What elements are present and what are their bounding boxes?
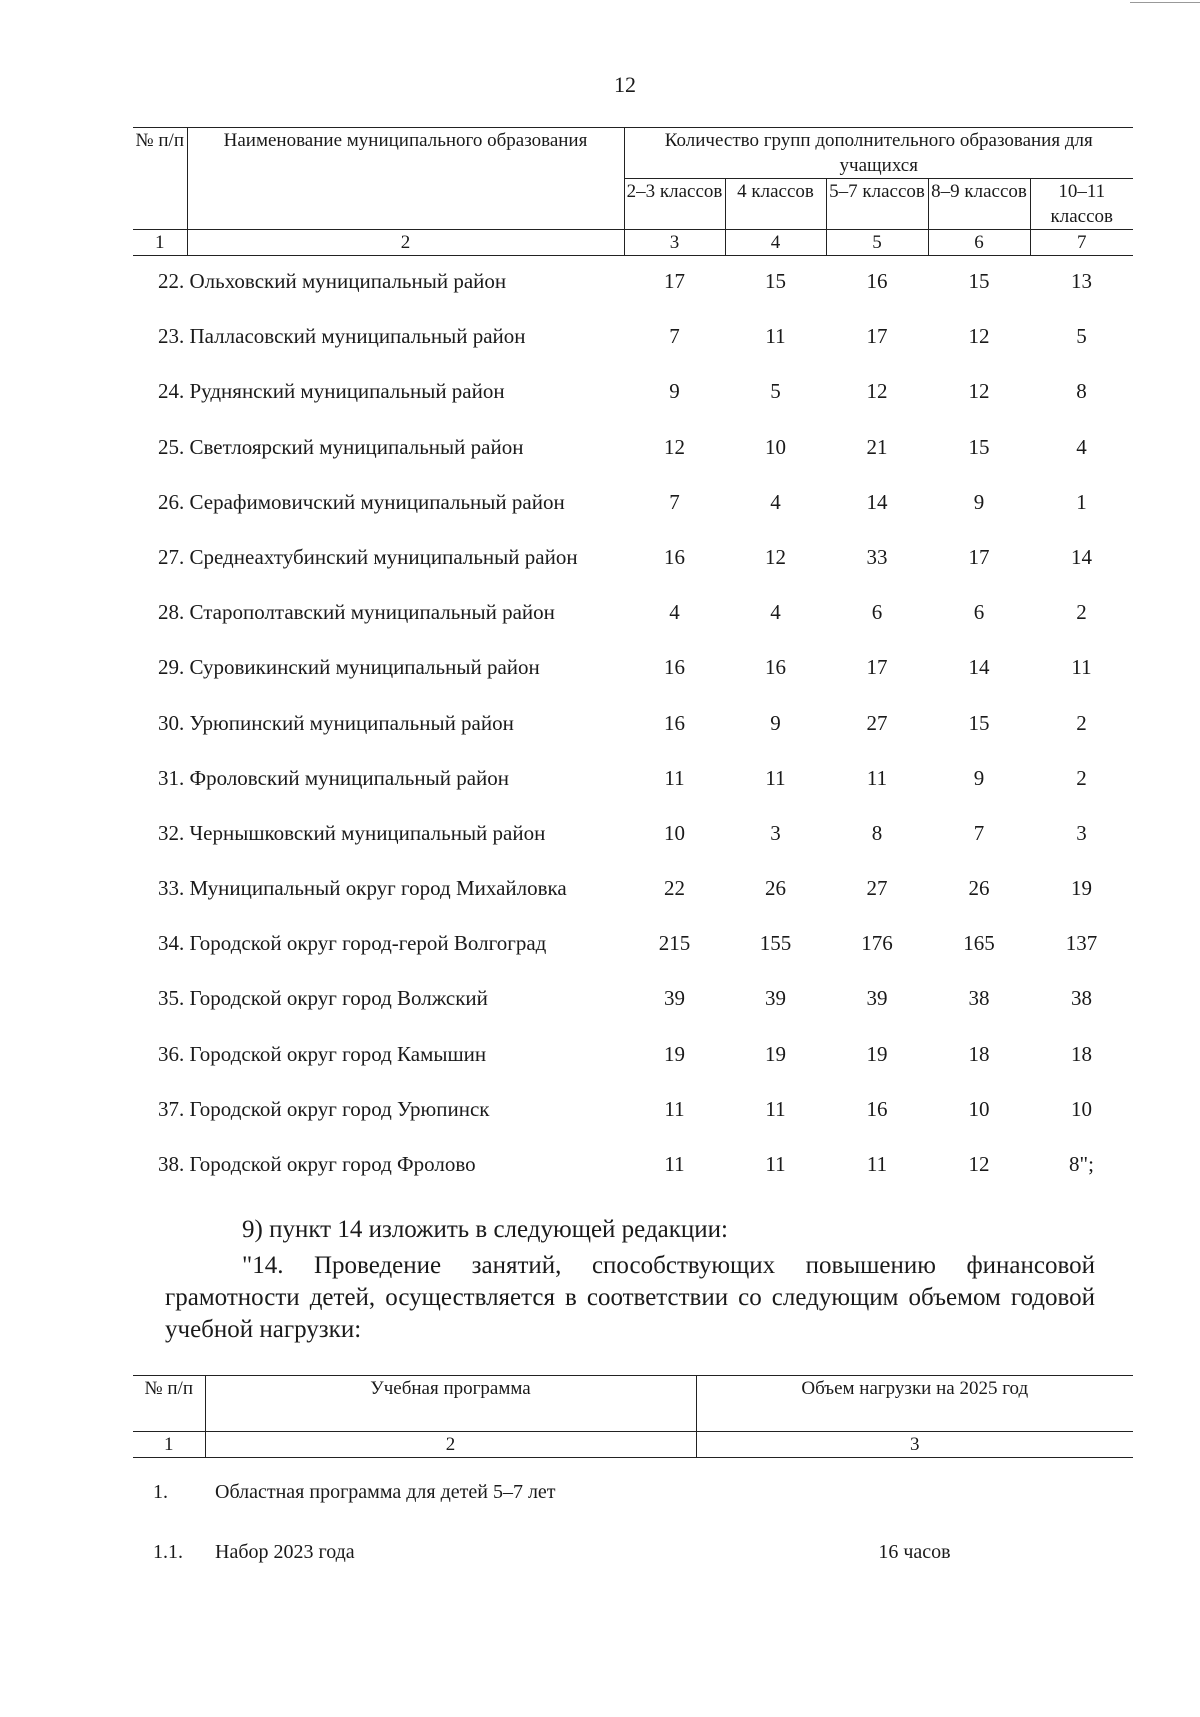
table-row [133,1481,1133,1541]
group-count-cell: 10 [968,1096,990,1121]
group-count-cell: 19 [866,1041,888,1066]
group-count-cell: 16 [664,544,685,569]
group-count-cell: 12 [664,434,685,459]
program-name: Областная программа для детей 5–7 лет [215,1481,556,1503]
group-count-cell: 13 [1071,269,1092,293]
table-row [133,435,1133,490]
municipality-name: 35. Городской округ город Волжский [158,986,488,1011]
group-count-cell: 15 [765,269,786,293]
group-count-cell: 215 [658,931,691,956]
group-count-cell: 5 [770,379,781,404]
group-count-cell: 14 [968,655,990,680]
table-row [133,766,1133,821]
group-count-cell: 16 [866,1096,888,1121]
group-count-cell: 15 [968,434,990,459]
municipality-name: 32. Чернышковский муниципальный район [158,820,546,845]
table-row [133,1042,1133,1097]
table-row [133,1152,1133,1207]
group-count-cell: 165 [963,931,995,956]
header-program-col: Учебная программа [205,1376,696,1432]
group-count-cell: 22 [664,876,685,901]
group-count-cell: 17 [664,269,685,293]
municipality-name: 37. Городской округ город Урюпинск [158,1096,490,1121]
municipality-name: 28. Старополтавский муниципальный район [158,600,555,625]
group-count-cell: 8"; [1069,1152,1094,1176]
group-count-cell: 6 [871,600,883,625]
program-name: Набор 2023 года [215,1541,355,1563]
group-count-cell: 15 [968,710,990,735]
municipality-name: 33. Муниципальный округ город Михайловка [158,876,567,901]
load-volume: 16 часов [878,1541,951,1563]
municipality-name: 24. Руднянский муниципальный район [158,379,505,404]
group-count-cell: 16 [765,655,786,680]
group-count-cell: 27 [866,710,888,735]
group-count-cell: 19 [765,1041,786,1066]
table-row [133,379,1133,434]
group-count-cell: 137 [1065,931,1098,956]
header-num-col: № п/п [133,1376,205,1432]
group-count-cell: 7 [669,324,680,349]
group-count-cell: 39 [866,986,888,1011]
group-count-cell: 10 [664,820,685,845]
municipality-name: 29. Суровикинский муниципальный район [158,655,540,680]
group-count-cell: 17 [866,655,888,680]
group-count-cell: 17 [866,324,888,349]
group-count-cell: 12 [968,379,990,404]
table-row [133,600,1133,655]
group-count-cell: 4 [770,489,781,514]
group-count-cell: 8 [871,820,883,845]
header-num-col: № п/п [133,128,187,230]
group-count-cell: 7 [973,820,985,845]
group-count-cell: 11 [1071,655,1092,680]
municipality-name: 31. Фроловский муниципальный район [158,765,510,790]
group-count-cell: 12 [968,324,990,349]
header-col-number: 5 [826,230,928,256]
group-count-cell: 11 [866,765,888,790]
group-count-cell: 9 [770,710,781,735]
municipality-name: 23. Палласовский муниципальный район [158,324,526,349]
group-count-cell: 3 [770,820,781,845]
header-subcol: 5–7 классов [826,179,928,230]
group-count-cell: 12 [765,544,786,569]
municipality-name: 36. Городской округ город Камышин [158,1041,487,1066]
group-count-cell: 155 [759,931,792,956]
municipality-name: 25. Светлоярский муниципальный район [158,434,524,459]
group-count-cell: 2 [1076,710,1087,735]
program-table-header [133,1375,1133,1458]
group-count-cell: 9 [973,765,985,790]
group-count-cell: 21 [866,434,888,459]
group-count-cell: 26 [765,876,786,901]
group-count-cell: 176 [861,931,893,956]
table-row [133,1541,1133,1601]
group-count-cell: 18 [968,1041,990,1066]
municipality-name: 27. Среднеахтубинский муниципальный район [158,544,578,569]
group-count-cell: 39 [664,986,685,1011]
group-count-cell: 10 [765,434,786,459]
group-count-cell: 7 [669,489,680,514]
header-group-title: Количество групп дополнительного образования для учащихся [624,128,1133,179]
corner-scan-line [1130,2,1200,3]
group-count-cell: 1 [1076,489,1087,514]
table-row [133,986,1133,1041]
group-count-cell: 9 [669,379,680,404]
municipality-name: 22. Ольховский муниципальный район [158,269,507,293]
group-count-cell: 2 [1076,765,1087,790]
table-row [133,324,1133,379]
group-count-cell: 27 [866,876,888,901]
group-count-cell: 11 [664,1096,685,1121]
header-subcol: 4 классов [725,179,826,230]
table-row [133,711,1133,766]
header-col-number: 3 [624,230,725,256]
group-count-cell: 12 [968,1152,990,1176]
group-count-cell: 5 [1076,324,1087,349]
group-count-cell: 38 [968,986,990,1011]
group-count-cell: 16 [664,655,685,680]
row-number: 1. [153,1481,168,1503]
group-count-cell: 9 [973,489,985,514]
paragraph-item-9: 9) пункт 14 изложить в следующей редакции: [242,1216,728,1243]
table-row [133,655,1133,710]
table-row [133,931,1133,986]
group-count-cell: 8 [1076,379,1087,404]
group-count-cell: 11 [765,765,786,790]
header-name-col: Наименование муниципального образования [187,128,624,230]
header-col-number: 3 [696,1432,1133,1458]
group-count-cell: 15 [968,269,990,293]
groups-table-body [133,269,1133,1207]
group-count-cell: 17 [968,544,990,569]
group-count-cell: 11 [765,1096,786,1121]
header-subcol: 2–3 классов [624,179,725,230]
group-count-cell: 11 [765,324,786,349]
table-row [133,876,1133,931]
group-count-cell: 11 [664,1152,685,1176]
group-count-cell: 6 [973,600,985,625]
group-count-cell: 26 [968,876,990,901]
header-col-number: 7 [1030,230,1133,256]
header-subcol: 8–9 классов [928,179,1030,230]
header-col-number: 1 [133,1432,205,1458]
table-row [133,821,1133,876]
page-number: 12 [614,72,636,97]
table-row [133,545,1133,600]
table-row [133,269,1133,324]
group-count-cell: 11 [765,1152,786,1176]
group-count-cell: 11 [664,765,685,790]
group-count-cell: 14 [1071,544,1092,569]
header-subcol: 10–11 классов [1030,179,1133,230]
municipality-name: 26. Серафимовичский муниципальный район [158,489,565,514]
header-col-number: 4 [725,230,826,256]
group-count-cell: 4 [669,600,680,625]
table-row [133,490,1133,545]
group-count-cell: 39 [765,986,786,1011]
group-count-cell: 2 [1076,600,1087,625]
header-col-number: 1 [133,230,187,256]
table-row [133,1097,1133,1152]
group-count-cell: 14 [866,489,888,514]
municipality-name: 34. Городской округ город-герой Волгоград [158,931,547,956]
group-count-cell: 16 [664,710,685,735]
groups-table-header [133,127,1133,256]
group-count-cell: 12 [866,379,888,404]
group-count-cell: 33 [866,544,888,569]
header-volume-col: Объем нагрузки на 2025 год [696,1376,1133,1432]
group-count-cell: 11 [866,1152,888,1176]
group-count-cell: 18 [1071,1041,1092,1066]
row-number: 1.1. [153,1541,183,1563]
header-col-number: 6 [928,230,1030,256]
group-count-cell: 38 [1071,986,1092,1011]
group-count-cell: 4 [1076,434,1087,459]
group-count-cell: 19 [1071,876,1092,901]
group-count-cell: 10 [1071,1096,1092,1121]
group-count-cell: 19 [664,1041,685,1066]
group-count-cell: 16 [866,269,888,293]
paragraph-item-14: "14. Проведение занятий, способствующих повышению финансовой грамотности детей, осуществляется в соответствии со следующим объемом годовой учебной нагрузки: [165,1252,1095,1343]
header-col-number: 2 [205,1432,696,1458]
group-count-cell: 4 [770,600,781,625]
municipality-name: 30. Урюпинский муниципальный район [158,710,514,735]
group-count-cell: 3 [1076,820,1087,845]
municipality-name: 38. Городской округ город Фролово [158,1152,476,1176]
header-col-number: 2 [187,230,624,256]
load-volume [696,1481,1133,1541]
program-table-body [133,1481,1133,1601]
